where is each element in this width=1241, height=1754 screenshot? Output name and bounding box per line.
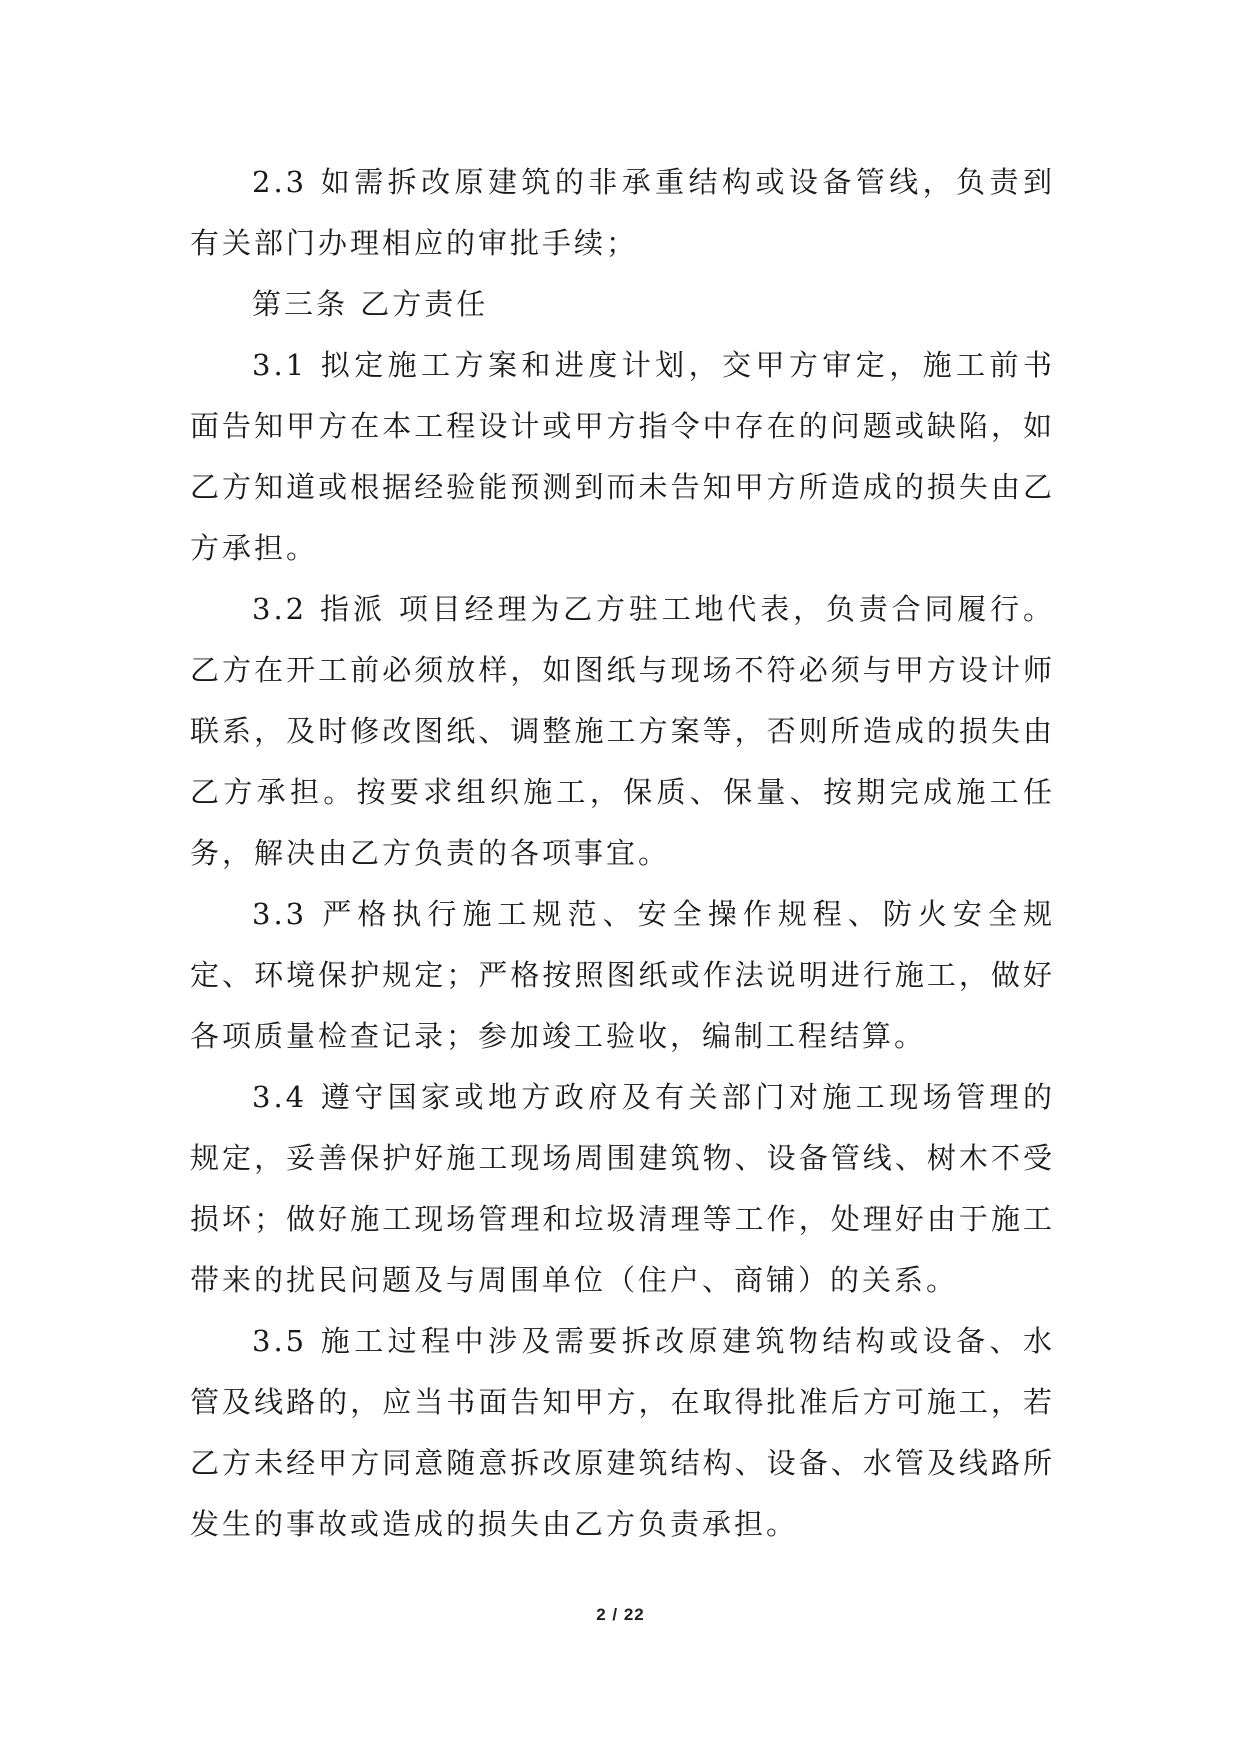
page-number: 2 / 22 [596,1605,645,1624]
paragraph-3-4: 3.4 遵守国家或地方政府及有关部门对施工现场管理的规定，妥善保护好施工现场周围建筑物、设备管线、树木不受损坏；做好施工现场管理和垃圾清理等工作，处理好由于施工带来的扰民问题及与周围单位（住户、商铺）的关系。 [190,1080,1055,1297]
paragraph-3-3: 3.3 严格执行施工规范、安全操作规程、防火安全规定、环境保护规定；严格按照图纸或作法说明进行施工，做好各项质量检查记录；参加竣工验收，编制工程结算。 [190,897,1055,1053]
paragraph-3-2: 3.2 指派 项目经理为乙方驻工地代表，负责合同履行。乙方在开工前必须放样，如图纸与现场不符必须与甲方设计师联系，及时修改图纸、调整施工方案等，否则所造成的损失由乙方承担。按要求组织施工，保质、保量、按期完成施工任务，解决由乙方负责的各项事宜。 [190,592,1055,870]
paragraph-3-5: 3.5 施工过程中涉及需要拆改原建筑物结构或设备、水管及线路的，应当书面告知甲方，在取得批准后方可施工，若乙方未经甲方同意随意拆改原建筑结构、设备、水管及线路所发生的事故或造成的损失由乙方负责承担。 [190,1324,1055,1541]
paragraph-3-1: 3.1 拟定施工方案和进度计划，交甲方审定，施工前书面告知甲方在本工程设计或甲方指令中存在的问题或缺陷，如乙方知道或根据经验能预测到而未告知甲方所造成的损失由乙方承担。 [190,348,1055,565]
document-body [190,152,1055,1555]
paragraph-2-3: 2.3 如需拆改原建筑的非承重结构或设备管线，负责到有关部门办理相应的审批手续； [190,165,1055,260]
section-heading-article-3: 第三条 乙方责任 [252,287,489,321]
